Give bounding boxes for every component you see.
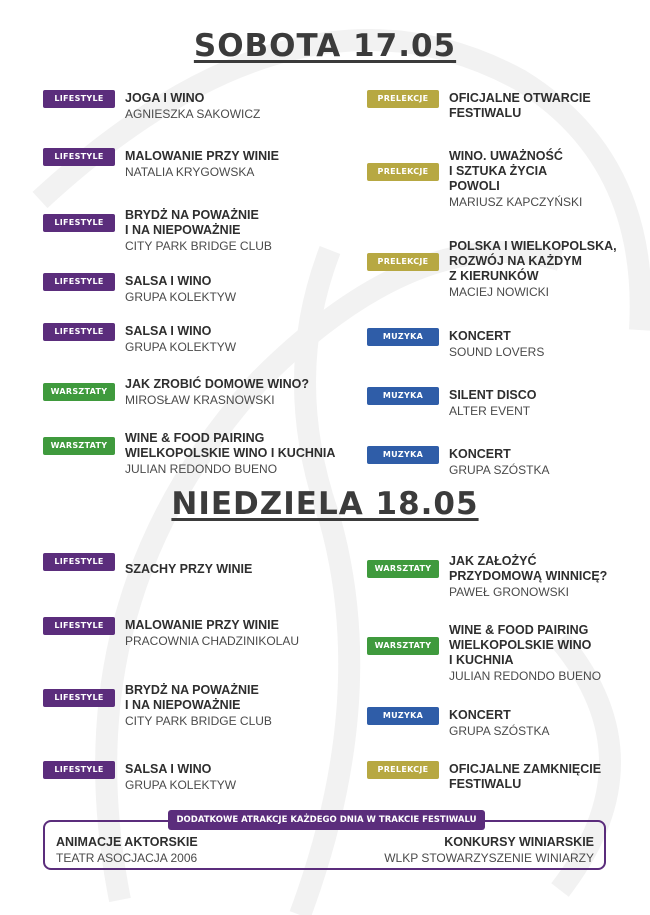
extra-attractions-heading: DODATKOWE ATRAKCJE KAŻDEGO DNIA W TRAKCIE FESTIWALU (168, 810, 485, 830)
event-host: ALTER EVENT (449, 404, 531, 418)
sunday-title: NIEDZIELA 18.05 (171, 486, 479, 522)
event-host: GRUPA KOLEKTYW (125, 340, 237, 354)
category-badge: PRELEKCJE (367, 90, 439, 108)
category-badge: WARSZTATY (367, 637, 439, 655)
category-badge: PRELEKCJE (367, 163, 439, 181)
category-badge: LIFESTYLE (43, 761, 115, 779)
event-title: JAK ZAŁOŻYĆ PRZYDOMOWĄ WINNICĘ? (449, 554, 608, 583)
category-badge: LIFESTYLE (43, 214, 115, 232)
category-badge: WARSZTATY (367, 560, 439, 578)
event-host: PRACOWNIA CHADZINIKOLAU (125, 634, 300, 648)
event-title: MALOWANIE PRZY WINIE (125, 149, 279, 163)
event-host: GRUPA KOLEKTYW (125, 778, 237, 792)
category-badge: MUZYKA (367, 707, 439, 725)
event-host: MACIEJ NOWICKI (449, 285, 550, 299)
event-host: JULIAN REDONDO BUENO (449, 669, 602, 683)
category-badge: LIFESTYLE (43, 689, 115, 707)
category-badge: LIFESTYLE (43, 148, 115, 166)
event-host: SOUND LOVERS (449, 345, 545, 359)
extra-item-right (384, 835, 594, 866)
event-host: GRUPA KOLEKTYW (125, 290, 237, 304)
event-title: WINO. UWAŻNOŚĆ I SZTUKA ŻYCIA POWOLI (449, 149, 563, 193)
event-host: MARIUSZ KAPCZYŃSKI (449, 195, 583, 209)
event-host: GRUPA SZÓSTKA (449, 724, 550, 738)
category-badge: PRELEKCJE (367, 761, 439, 779)
event-title: KONCERT (449, 447, 511, 461)
category-badge: WARSZTATY (43, 383, 115, 401)
category-badge: WARSZTATY (43, 437, 115, 455)
category-badge: LIFESTYLE (43, 323, 115, 341)
event-host: CITY PARK BRIDGE CLUB (125, 239, 272, 253)
event-title: KONCERT (449, 708, 511, 722)
extra-host: WLKP STOWARZYSZENIE WINIARZY (384, 851, 594, 865)
event-title: SALSA I WINO (125, 762, 212, 776)
event-title: MALOWANIE PRZY WINIE (125, 618, 279, 632)
event-title: OFICJALNE ZAMKNIĘCIE FESTIWALU (449, 762, 602, 791)
event-title: BRYDŻ NA POWAŻNIE I NA NIEPOWAŻNIE (125, 208, 259, 237)
category-badge: LIFESTYLE (43, 90, 115, 108)
event-title: SALSA I WINO (125, 324, 212, 338)
event-title: WINE & FOOD PAIRING WIELKOPOLSKIE WINO I KUCHNIA (125, 431, 336, 460)
event-title: POLSKA I WIELKOPOLSKA, ROZWÓJ NA KAŻDYM Z KIERUNKÓW (449, 239, 617, 283)
event-title: OFICJALNE OTWARCIE FESTIWALU (449, 91, 591, 120)
event-host: GRUPA SZÓSTKA (449, 463, 550, 477)
event-host: PAWEŁ GRONOWSKI (449, 585, 570, 599)
event-host: AGNIESZKA SAKOWICZ (125, 107, 261, 121)
category-badge: LIFESTYLE (43, 553, 115, 571)
event-title: BRYDŻ NA POWAŻNIE I NA NIEPOWAŻNIE (125, 683, 259, 712)
category-badge: MUZYKA (367, 328, 439, 346)
event-title: WINE & FOOD PAIRING WIELKOPOLSKIE WINO I KUCHNIA (449, 623, 592, 667)
event-host: NATALIA KRYGOWSKA (125, 165, 255, 179)
event-title: SZACHY PRZY WINIE (125, 562, 253, 576)
extra-title: KONKURSY WINIARSKIE (444, 835, 594, 849)
event-title: JAK ZROBIĆ DOMOWE WINO? (125, 377, 310, 391)
event-host: MIROSŁAW KRASNOWSKI (125, 393, 275, 407)
category-badge: LIFESTYLE (43, 273, 115, 291)
event-title: KONCERT (449, 329, 511, 343)
event-title: JOGA I WINO (125, 91, 205, 105)
extra-item-left (56, 835, 198, 866)
event-title: SALSA I WINO (125, 274, 212, 288)
category-badge: MUZYKA (367, 387, 439, 405)
extra-host: TEATR ASOCJACJA 2006 (56, 851, 198, 865)
event-host: JULIAN REDONDO BUENO (125, 462, 278, 476)
category-badge: MUZYKA (367, 446, 439, 464)
saturday-title: SOBOTA 17.05 (193, 28, 457, 64)
event-host: CITY PARK BRIDGE CLUB (125, 714, 272, 728)
category-badge: PRELEKCJE (367, 253, 439, 271)
extra-title: ANIMACJE AKTORSKIE (56, 835, 198, 849)
event-title: SILENT DISCO (449, 388, 537, 402)
category-badge: LIFESTYLE (43, 617, 115, 635)
